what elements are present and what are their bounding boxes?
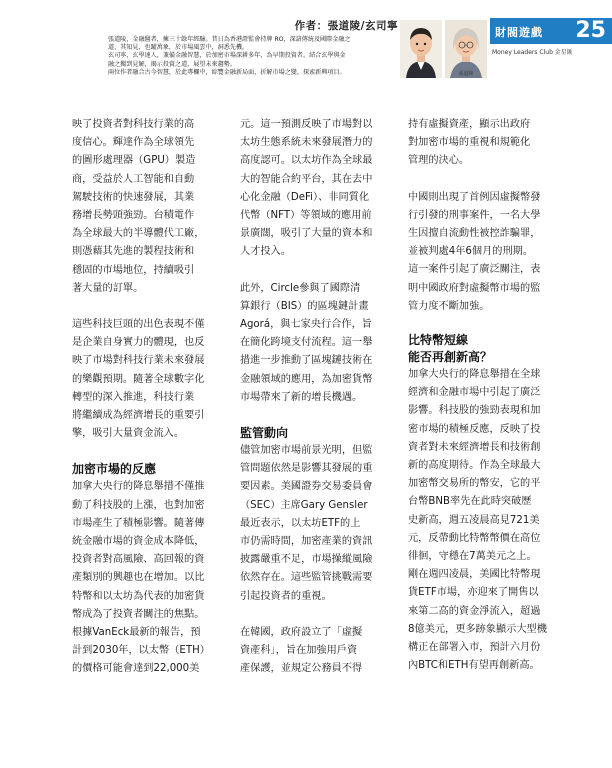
text-line: 商，受益於人工智能和自動	[72, 173, 195, 185]
paragraph	[240, 624, 391, 679]
text-line: 資產科」，旨在加強用戶資	[240, 645, 358, 657]
text-line: 措進一步推動了區塊鏈技術在	[240, 355, 373, 367]
paragraph	[72, 116, 224, 298]
text-line: 行引發的刑事案件，一名大學	[408, 209, 541, 221]
avatar	[445, 20, 487, 78]
section-heading: 監管動向	[240, 426, 289, 441]
text-line: 內BTC和ETH有望再創新高。	[408, 660, 540, 672]
author-avatars	[400, 20, 488, 80]
text-line: 市場帶來了新的增長機遇。	[240, 391, 363, 403]
text-line: 資者對未來經濟增長和技術創	[408, 441, 541, 453]
text-line: 的樂觀預期。隨著全球數字化	[72, 373, 205, 385]
text-line: 度信心。輝達作為全球領先	[72, 137, 195, 149]
text-line: 台幣BNB率先在此時突破歷	[408, 496, 532, 508]
text-line: 剛在週四凌晨，美國比特幣現	[408, 569, 541, 581]
text-line: 此外，Circle參與了國際清	[240, 282, 361, 294]
text-line: 統金融市場的資金成本降低，	[72, 536, 205, 548]
text-line: 持有虛擬資產，顯示出政府	[408, 119, 531, 130]
text-line: 明中國政府對虛擬幣市場的監	[408, 282, 541, 294]
text-line: 管力度不斷加強。	[408, 300, 490, 312]
text-line: 管問題依然是影響其發展的重	[240, 463, 373, 475]
text-line: 引起投資者的重視。	[240, 590, 332, 602]
paragraph	[408, 189, 555, 316]
text-line: 將繼續成為經濟增長的重要引	[72, 410, 205, 422]
text-line: 影響。科技股的強勁表現和加	[408, 405, 541, 417]
text-line: 對加密市場的重視和規範化	[408, 137, 531, 149]
paragraph	[408, 116, 555, 171]
author-bio-line: 道，其知見，也躍萬象，於市場風雲中，洞悉先機。	[108, 44, 249, 52]
text-line: 太坊生態系統未來發展潛力的	[240, 137, 373, 149]
text-line: 元。這一預測反映了市場對以	[240, 119, 373, 130]
text-line: 務增長勢頭強勁。台積電作	[72, 210, 195, 222]
text-line: 構正在部署入市，預計六月份	[408, 642, 541, 654]
article-column-3	[408, 116, 555, 675]
author-bio-line: 玄司寧，玄學達人，兼備金融智慧，於加密市場深耕多年，為早期投資者。結合玄學與金	[108, 52, 346, 60]
text-line: 產類別的興趣也在增加。以比	[72, 572, 205, 584]
section-heading: 能否再創新高？	[408, 350, 493, 365]
text-line: 經濟和金融市場中引起了廣泛	[408, 387, 541, 399]
text-line: 特幣和以太坊為代表的加密貨	[72, 590, 205, 602]
section-header	[490, 18, 612, 56]
text-line: 產保護，並規定公務員不得	[240, 663, 363, 675]
article-column-1	[72, 116, 224, 679]
paragraph	[240, 442, 391, 606]
section-banner	[490, 18, 612, 44]
text-line: 計到2030年，以太幣（ETH）	[72, 645, 210, 657]
text-line: Agorá，與七家央行合作，旨	[240, 319, 372, 331]
text-line: 史新高，週五凌晨高見721美	[408, 514, 540, 526]
page-number: 25	[575, 18, 606, 43]
text-line: 映了投資者對科技行業的高	[72, 119, 195, 130]
author-bio-line: 兩位作者融合古今智慧，於此專欄中，綜覽金融新局面，折解市場之變，探索新興項目。	[108, 68, 346, 76]
text-line: 加拿大央行的降息舉措在全球	[408, 369, 541, 381]
text-line: 人才投入。	[240, 246, 291, 258]
text-line: 根據VanEck最新的報告，預	[72, 627, 201, 639]
text-line: 高度認可。以太坊作為全球最	[240, 155, 373, 167]
text-line: 代幣（NFT）等領域的應用前	[240, 210, 372, 222]
avatar-caption: 玄司寧	[413, 71, 429, 77]
text-line: 著大量的訂單。	[72, 282, 144, 294]
article-column-2	[240, 116, 391, 678]
paragraph	[240, 116, 391, 262]
text-line: 披露嚴重不足，市場操縱風險	[240, 554, 373, 566]
text-line: 轉型的深入推進，科技行業	[72, 391, 195, 403]
section-title: 財閥遊戲	[495, 26, 543, 39]
text-line: 元，反帶動比特幣幣價在高位	[408, 532, 541, 544]
author-byline: 作者：張道陵/玄司寧	[294, 20, 398, 32]
avatar	[400, 20, 442, 78]
text-line: 加拿大央行的降息舉措不僅推	[72, 481, 205, 493]
text-line: 密市場的積極反應，反映了投	[408, 423, 541, 435]
text-line: 中國則出現了首例因虛擬幣發	[408, 191, 541, 203]
text-line: 並被判處4年6個月的刑期。	[408, 246, 534, 258]
text-line: 投資者對高風險、高回報的資	[72, 554, 205, 566]
paragraph	[72, 478, 224, 678]
text-line: 市仍需時間，加密產業的資訊	[240, 536, 373, 548]
text-line: 新的高度期待。作為全球最大	[408, 460, 541, 472]
text-line: 則憑藉其先進的製程技術和	[72, 246, 195, 258]
text-line: 徘徊，守穩在7萬美元之上。	[408, 551, 537, 563]
text-line: 幣成為了投資者關注的焦點。	[72, 608, 205, 620]
text-line: 要因素。美國證券交易委員會	[240, 481, 373, 493]
text-line: 在簡化跨境支付流程。這一舉	[240, 337, 373, 349]
text-line: （SEC）主席Gary Gensler	[240, 499, 368, 511]
author-bio-line: 融之獨到見解，揭示投資之道，展望未來趨勢。	[108, 60, 236, 68]
text-line: 儘管加密市場前景光明，但監	[240, 445, 373, 457]
section-heading: 比特幣短線	[408, 333, 469, 348]
text-line: 加密幣交易所的幣安，它的平	[408, 478, 541, 490]
text-line: 市場產生了積極影響。隨著傳	[72, 517, 205, 529]
text-line: 在韓國，政府設立了「虛擬	[240, 626, 363, 638]
publication-name: Money Leaders Club 金星匯	[492, 49, 573, 56]
text-line: 的圖形處理器（GPU）製造	[72, 155, 196, 167]
paragraph	[72, 316, 224, 443]
text-line: 穩固的市場地位，持續吸引	[72, 264, 195, 276]
text-line: 駕駛技術的快速發展，其業	[72, 191, 195, 203]
text-line: 依然存在。這些監管挑戰需要	[240, 572, 373, 584]
text-line: 景廣闊，吸引了大量的資本和	[240, 228, 373, 240]
text-line: 為全球最大的半導體代工廠，	[72, 228, 205, 240]
text-line: 來第二高的資金淨流入，超過	[408, 605, 541, 617]
text-line: 這一案件引起了廣泛關注，表	[408, 264, 541, 276]
text-line: 是企業自身實力的體現，也反	[72, 337, 205, 349]
text-line: 金融領域的應用，為加密貨幣	[240, 373, 373, 385]
section-heading: 加密市場的反應	[72, 462, 157, 477]
text-line: 動了科技股的上漲，也對加密	[72, 499, 205, 511]
text-line: 映了市場對科技行業未來發展	[72, 355, 205, 367]
text-line: 心化金融（DeFi）、非同質化	[240, 191, 370, 203]
paragraph	[240, 280, 391, 407]
text-line: 生因擅自流動性被控詐騙罪，	[408, 228, 541, 240]
author-bio-line: 張道陵，金融醫者，擁三十餘年經驗。昔日為香港證監會持牌 RO，深諳傳統及國際金融之	[108, 36, 351, 43]
text-line: 大的智能合約平台，其在去中	[240, 173, 373, 185]
paragraph	[408, 366, 555, 675]
author-block	[108, 18, 398, 77]
text-line: 這些科技巨頭的出色表現不僅	[72, 319, 205, 331]
text-line: 8億美元，更多跡象顯示大型機	[408, 623, 547, 635]
text-line: 算銀行（BIS）的區塊鏈計畫	[240, 300, 369, 312]
text-line: 貨ETF市場，亦迎來了開售以	[408, 587, 539, 599]
text-line: 擎，吸引大量資金流入。	[72, 428, 185, 440]
text-line: 最近表示，以太坊ETF的上	[240, 517, 361, 529]
avatar-caption: 張道陵	[458, 71, 474, 77]
text-line: 的價格可能會達到22,000美	[72, 663, 200, 675]
text-line: 管理的決心。	[408, 155, 470, 167]
